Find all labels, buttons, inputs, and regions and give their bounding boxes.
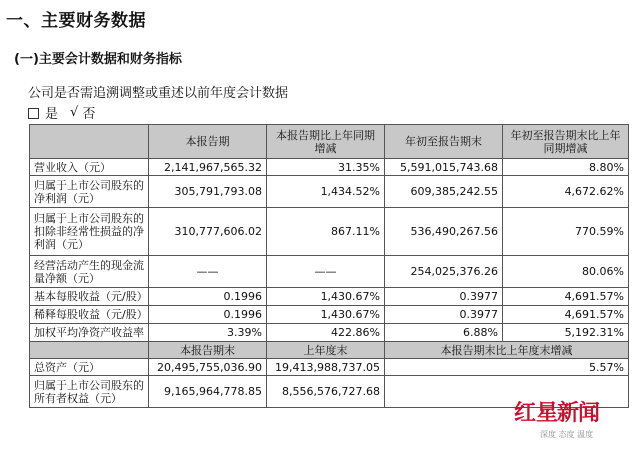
header-period-end-change: 本报告期末比上年度末增减 bbox=[385, 342, 629, 359]
cell-value: 5,192.31% bbox=[503, 324, 629, 342]
cell-value: 6.88% bbox=[385, 324, 503, 342]
cell-value: 1,430.67% bbox=[267, 306, 385, 324]
financial-data-table bbox=[29, 124, 629, 408]
cell-value: 310,777,606.02 bbox=[149, 208, 267, 256]
cell-value: 867.11% bbox=[267, 208, 385, 256]
cell-value: 20,495,755,036.90 bbox=[149, 359, 267, 376]
header-period-end: 本报告期末 bbox=[149, 342, 267, 359]
cell-value: 0.1996 bbox=[149, 288, 267, 306]
yes-checkbox-icon bbox=[28, 108, 39, 119]
row-label: 归属于上市公司股东的扣除非经常性损益的净利润（元） bbox=[30, 208, 149, 256]
row-label: 归属于上市公司股东的净利润（元） bbox=[30, 176, 149, 208]
restatement-question: 公司是否需追溯调整或重述以前年度会计数据 bbox=[28, 86, 289, 101]
table-row bbox=[30, 208, 629, 256]
cell-value: 4,691.57% bbox=[503, 306, 629, 324]
table-row bbox=[30, 359, 629, 376]
cell-value: 422.86% bbox=[267, 324, 385, 342]
subsection-heading: (一)主要会计数据和财务指标 bbox=[14, 52, 182, 67]
cell-value: 0.3977 bbox=[385, 288, 503, 306]
cell-value: 1,434.52% bbox=[267, 176, 385, 208]
row-label: 稀释每股收益（元/股） bbox=[30, 306, 149, 324]
header-cell-empty bbox=[30, 125, 149, 159]
cell-value: 8.80% bbox=[503, 159, 629, 176]
cell-value: 1,430.67% bbox=[267, 288, 385, 306]
cell-value: 254,025,376.26 bbox=[385, 256, 503, 288]
cell-value: 19,413,988,737.05 bbox=[267, 359, 385, 376]
row-label: 营业收入（元） bbox=[30, 159, 149, 176]
watermark-text: 星新闻 bbox=[536, 400, 600, 426]
check-mark-icon: √ bbox=[70, 105, 79, 120]
cell-value: 5.57% bbox=[385, 359, 629, 376]
cell-value: 80.06% bbox=[503, 256, 629, 288]
table-header-row bbox=[30, 125, 629, 159]
table-row bbox=[30, 306, 629, 324]
cell-value: —— bbox=[149, 256, 267, 288]
row-label: 总资产（元） bbox=[30, 359, 149, 376]
cell-value: 3.39% bbox=[149, 324, 267, 342]
header-prior-year-end: 上年度末 bbox=[267, 342, 385, 359]
cell-value: 0.1996 bbox=[149, 306, 267, 324]
cell-value: 2,141,967,565.32 bbox=[149, 159, 267, 176]
cell-value: —— bbox=[267, 256, 385, 288]
watermark-mark: 红 bbox=[514, 400, 537, 426]
row-label: 归属于上市公司股东的所有者权益（元） bbox=[30, 376, 149, 408]
cell-value: 5,591,015,743.68 bbox=[385, 159, 503, 176]
no-label: 否 bbox=[82, 107, 96, 122]
cell-value: 9,165,964,778.85 bbox=[149, 376, 267, 408]
table-row bbox=[30, 176, 629, 208]
row-label: 加权平均净资产收益率 bbox=[30, 324, 149, 342]
header-cell-empty bbox=[30, 342, 149, 359]
table-row bbox=[30, 324, 629, 342]
table-row bbox=[30, 159, 629, 176]
cell-value: 4,672.62% bbox=[503, 176, 629, 208]
cell-value: 609,385,242.55 bbox=[385, 176, 503, 208]
cell-value: 8,556,576,727.68 bbox=[267, 376, 385, 408]
yes-label: 是 bbox=[45, 107, 59, 122]
header-ytd-change: 年初至报告期末比上年同期增减 bbox=[503, 125, 629, 159]
watermark-slogan: 深度 态度 温度 bbox=[540, 430, 594, 439]
cell-value: 0.3977 bbox=[385, 306, 503, 324]
watermark-logo bbox=[514, 396, 599, 427]
header-current-period: 本报告期 bbox=[149, 125, 267, 159]
table-header-row-2 bbox=[30, 342, 629, 359]
cell-value: 536,490,267.56 bbox=[385, 208, 503, 256]
row-label: 经营活动产生的现金流量净额（元） bbox=[30, 256, 149, 288]
table-row bbox=[30, 256, 629, 288]
section-heading: 一、主要财务数据 bbox=[6, 11, 146, 31]
cell-value: 770.59% bbox=[503, 208, 629, 256]
header-current-period-change: 本报告期比上年同期增减 bbox=[267, 125, 385, 159]
header-ytd: 年初至报告期末 bbox=[385, 125, 503, 159]
restatement-choice bbox=[28, 103, 95, 122]
row-label: 基本每股收益（元/股） bbox=[30, 288, 149, 306]
table-row bbox=[30, 288, 629, 306]
cell-value: 305,791,793.08 bbox=[149, 176, 267, 208]
cell-value: 4,691.57% bbox=[503, 288, 629, 306]
cell-value: 31.35% bbox=[267, 159, 385, 176]
